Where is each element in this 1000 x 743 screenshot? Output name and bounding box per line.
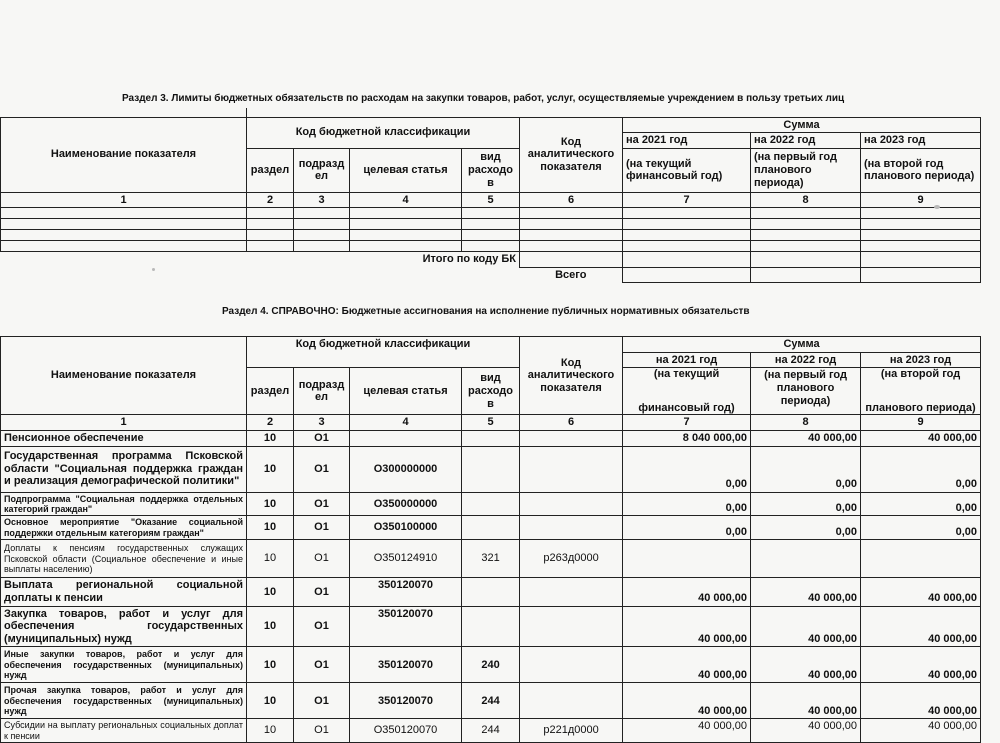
y2023-header: на 2023 год bbox=[861, 352, 981, 368]
table-row: Выплата региональной социальной доплаты к пенсии 10 О1 350120070 40 000,00 40 000,00 40 000,00 bbox=[1, 578, 981, 606]
col-name-header: Наименование показателя bbox=[1, 117, 247, 192]
row-name: Прочая закупка товаров, работ и услуг для обеспечения государственных (муниципальных) нужд bbox=[1, 683, 247, 719]
row-name: Иные закупки товаров, работ и услуг для обеспечения государственных (муниципальных) нужд bbox=[1, 647, 247, 683]
y2021-sub bbox=[623, 368, 751, 415]
section3-title: Раздел 3. Лимиты бюджетных обязательств по расходам на закупки товаров, работ, услуг, осуществляемые учреждением в пользу третьих лиц bbox=[122, 93, 845, 104]
y2023-sub-b: планового периода) bbox=[865, 401, 976, 414]
row-name: Основное мероприятие "Оказание социальной поддержки отдельным категориям граждан" bbox=[1, 516, 247, 540]
cel-header: целевая статья bbox=[350, 148, 462, 192]
podrazdel-header: подразд ел bbox=[294, 368, 350, 415]
vid-header: вид расходо в bbox=[462, 368, 520, 415]
row-name: Доплаты к пенсиям государственных служащих Псковской области (Социальное обеспечение и иные выплаты населению) bbox=[1, 540, 247, 578]
total-all-label: Всего bbox=[520, 267, 623, 282]
table-row: Прочая закупка товаров, работ и услуг для обеспечения государственных (муниципальных) нужд 10 О1 350120070 244 40 000,00 40 000,00 40 000,00 bbox=[1, 683, 981, 719]
summa-header: Сумма bbox=[623, 337, 981, 353]
y2021-header: на 2021 год bbox=[623, 133, 751, 149]
y2023-sub-a: (на второй год bbox=[880, 368, 961, 381]
row-name: Закупка товаров, работ и услуг для обеспечения государственных (муниципальных) нужд bbox=[1, 606, 247, 647]
podrazdel-header: подразд ел bbox=[294, 148, 350, 192]
analytic-header: Код аналитического показателя bbox=[520, 117, 623, 192]
y2021-sub-b: финансовый год) bbox=[638, 401, 735, 414]
total-all-row bbox=[1, 267, 981, 282]
row-name: Субсидии на выплату региональных социальных доплат к пенсии bbox=[1, 719, 247, 743]
col-name-header: Наименование показателя bbox=[1, 337, 247, 415]
scan-mark bbox=[934, 205, 940, 209]
y2023-sub bbox=[861, 368, 981, 415]
section4-table bbox=[0, 336, 981, 743]
y2021-sub-a: (на текущий bbox=[653, 368, 720, 381]
row-name: Государственная программа Псковской области "Социальная поддержка граждан и реализация демографической политики" bbox=[1, 446, 247, 492]
table-row: Государственная программа Псковской области "Социальная поддержка граждан и реализация демографической политики" 10 О1 О300000000 0,00 0,00 0,00 bbox=[1, 446, 981, 492]
kbk-header: Код бюджетной классификации bbox=[247, 337, 520, 368]
table-row: Закупка товаров, работ и услуг для обеспечения государственных (муниципальных) нужд 10 О1 350120070 40 000,00 40 000,00 40 000,00 bbox=[1, 606, 981, 647]
vid-header: вид расходо в bbox=[462, 148, 520, 192]
cel-header: целевая статья bbox=[350, 368, 462, 415]
scan-mark bbox=[152, 268, 155, 271]
razdel-header: раздел bbox=[247, 148, 294, 192]
table-row bbox=[1, 219, 981, 230]
row-name: Выплата региональной социальной доплаты к пенсии bbox=[1, 578, 247, 606]
y2022-sub: (на первый год планового периода) bbox=[751, 148, 861, 192]
section4-title: Раздел 4. СПРАВОЧНО: Бюджетные ассигнования на исполнение публичных нормативных обязательств bbox=[222, 306, 750, 317]
section3-table bbox=[0, 108, 981, 283]
table-row: Доплаты к пенсиям государственных служащих Псковской области (Социальное обеспечение и иные выплаты населению) 10 О1 О350124910 321 р263д0000 bbox=[1, 540, 981, 578]
table-row: Субсидии на выплату региональных социальных доплат к пенсии 10 О1 О350120070 244 р221д0000 40 000,00 40 000,00 40 000,00 bbox=[1, 719, 981, 743]
column-numbers-row: 1 2 3 4 5 6 7 8 9 bbox=[1, 192, 981, 208]
table-row bbox=[1, 230, 981, 241]
table-row: Иные закупки товаров, работ и услуг для обеспечения государственных (муниципальных) нужд 10 О1 350120070 240 40 000,00 40 000,00 40 000,00 bbox=[1, 647, 981, 683]
total-kbk-label: Итого по коду БК bbox=[1, 252, 520, 267]
total-kbk-row bbox=[1, 252, 981, 267]
table-row: Подпрограмма "Социальная поддержка отдельных категорий граждан" 10 О1 О350000000 0,00 0,00 0,00 bbox=[1, 492, 981, 516]
y2021-header: на 2021 год bbox=[623, 352, 751, 368]
y2023-header: на 2023 год bbox=[861, 133, 981, 149]
table-row: Основное мероприятие "Оказание социальной поддержки отдельным категориям граждан" 10 О1 О350100000 0,00 0,00 0,00 bbox=[1, 516, 981, 540]
kbk-header: Код бюджетной классификации bbox=[247, 117, 520, 148]
column-numbers-row: 1 2 3 4 5 6 7 8 9 bbox=[1, 415, 981, 431]
y2021-sub: (на текущий финансовый год) bbox=[623, 148, 751, 192]
row-name: Пенсионное обеспечение bbox=[1, 430, 247, 446]
summa-header: Сумма bbox=[623, 117, 981, 133]
y2022-header: на 2022 год bbox=[751, 133, 861, 149]
y2022-sub: (на первый год планового периода) bbox=[751, 368, 861, 415]
y2023-sub: (на второй год планового периода) bbox=[861, 148, 981, 192]
razdel-header: раздел bbox=[247, 368, 294, 415]
table-row: Пенсионное обеспечение 10 О1 8 040 000,00 40 000,00 40 000,00 bbox=[1, 430, 981, 446]
y2022-header: на 2022 год bbox=[751, 352, 861, 368]
row-name: Подпрограмма "Социальная поддержка отдельных категорий граждан" bbox=[1, 492, 247, 516]
table-row bbox=[1, 208, 981, 219]
analytic-header: Код аналитического показателя bbox=[520, 337, 623, 415]
table-row bbox=[1, 241, 981, 252]
